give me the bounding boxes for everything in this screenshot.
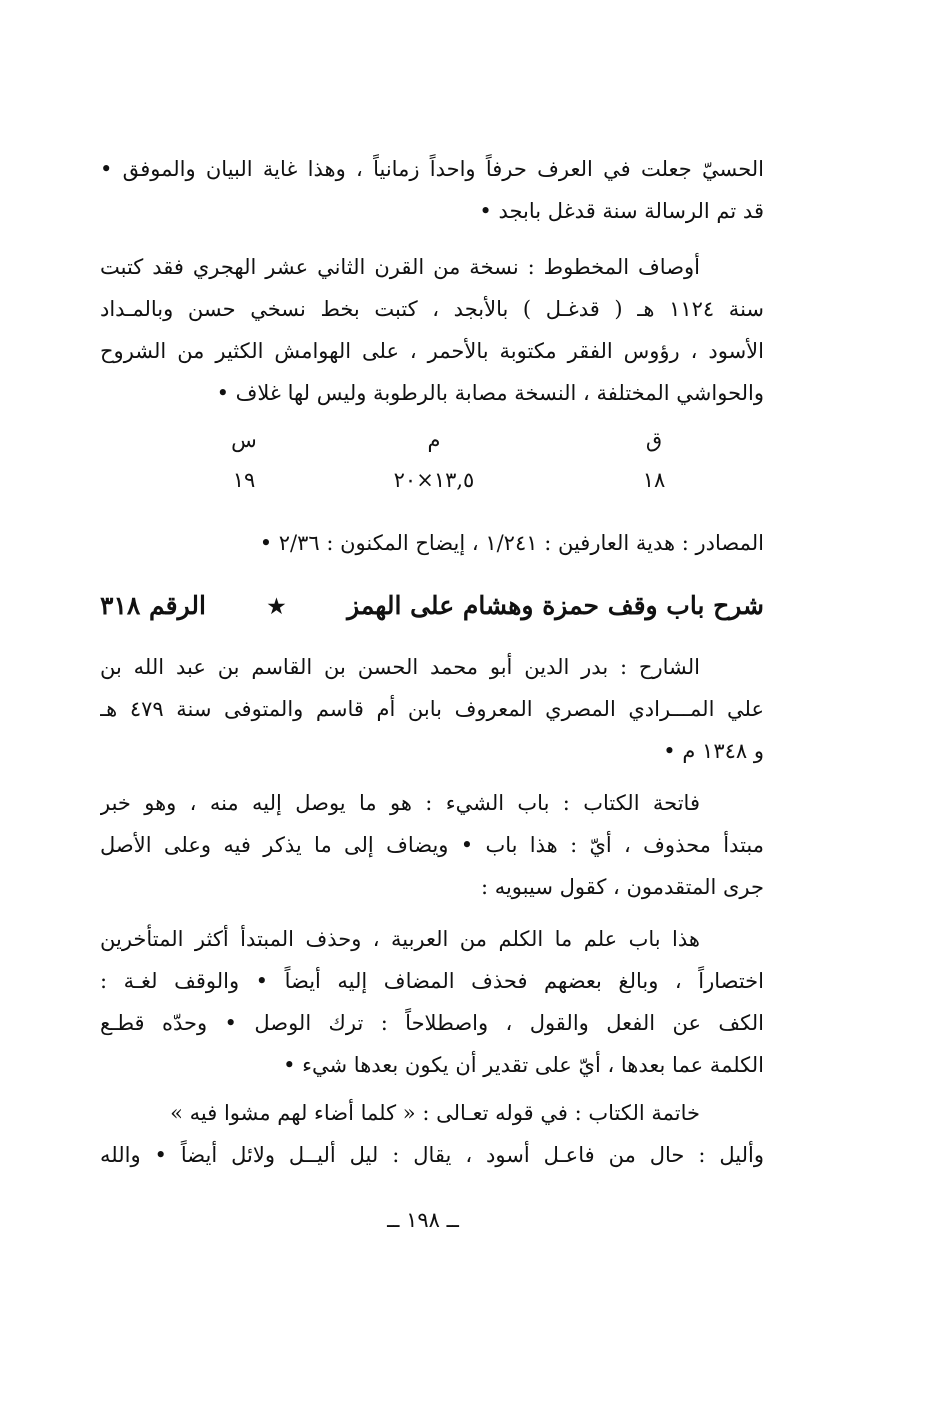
quote-paragraph <box>100 918 764 1086</box>
text-line: و ١٣٤٨ م • <box>663 739 764 763</box>
sources-line: المصادر : هدية العارفين : ١/٢٤١ ، إيضاح المكنون : ٢/٣٦ • <box>259 531 764 555</box>
text-line: مبتدأ محذوف ، أيّ : هذا باب • ويضاف إلى ما يذكر فيه وعلى الأصل <box>100 833 764 857</box>
manuscript-description <box>100 246 764 414</box>
text-line: الكف عن الفعل والقول ، واصطلاحاً : ترك الوصل • وحدّه قطـع <box>100 1011 764 1035</box>
text-line: فاتحة الكتاب : باب الشيء : هو ما يوصل إليه منه ، وهو خبر <box>100 791 700 815</box>
text-line: وأليل : حال من فاعـل أسود ، يقال : ليل أليــل ولائل أيضاً • والله <box>100 1143 764 1167</box>
entry-heading <box>100 576 764 636</box>
star-icon: ★ <box>267 594 286 618</box>
spec-lines <box>164 420 324 500</box>
spec-label: س <box>231 428 257 452</box>
spec-label: م <box>427 428 441 452</box>
manuscript-specs <box>100 420 764 518</box>
text-line: سنة ١١٢٤ هـ ( قدغـل ) بالأبجد ، كتبت بخط نسخي حسن وبالمـداد <box>100 297 764 321</box>
text-line: هذا باب علم ما الكلم من العربية ، وحذف المبتدأ أكثر المتأخرين <box>100 927 700 951</box>
text-line: خاتمة الكتاب : في قوله تعـالى : « كلما أضاء لهم مشوا فيه » <box>170 1101 700 1125</box>
spec-value: ١٩ <box>232 468 256 492</box>
text-line: قد تم الرسالة سنة قدغل بابجد • <box>479 199 764 223</box>
spec-folios <box>574 420 734 500</box>
text-line: الكلمة عما بعدها ، أيّ على تقدير أن يكون بعدها شيء • <box>283 1053 764 1077</box>
entry-title: شرح باب وقف حمزة وهشام على الهمز <box>347 591 764 620</box>
spec-label: ق <box>645 428 663 452</box>
page-number: ــ ١٩٨ ــ <box>387 1208 459 1232</box>
text-line: والحواشي المختلفة ، النسخة مصابة بالرطوبة وليس لها غلاف • <box>216 381 764 405</box>
text-line: علي المـــرادي المصري المعروف بابن أم قاسم والمتوفى سنة ٤٧٩ هـ <box>100 697 764 721</box>
text-line: جرى المتقدمون ، كقول سيبويه : <box>480 875 764 899</box>
text-line: الأسود ، رؤوس الفقر مكتوبة بالأحمر ، على الهوامش الكثير من الشروح <box>100 339 764 363</box>
incipit-paragraph <box>100 782 764 908</box>
commentator-paragraph <box>100 646 764 772</box>
text-line: الحسيّ جعلت في العرف حرفاً واحداً زمانياً ، وهذا غاية البيان والموفق • <box>100 157 764 181</box>
explicit-paragraph <box>100 1092 764 1176</box>
text-line: الشارح : بدر الدين أبو محمد الحسن بن القاسم بن عبد الله بن <box>100 655 700 679</box>
text-line: أوصاف المخطوط : نسخة من القرن الثاني عشر الهجري فقد كتبت <box>100 255 700 279</box>
top-fragment <box>100 148 764 232</box>
entry-number: الرقم ٣١٨ <box>100 591 206 620</box>
book-page <box>100 148 764 1182</box>
text-line: اختصاراً ، وبالغ بعضهم فحذف المضاف إليه أيضاً • والوقف لغـة : <box>100 969 764 993</box>
spec-dimensions <box>354 420 514 500</box>
spec-value: ١٨ <box>642 468 666 492</box>
spec-value: ١٣,٥×٢٠ <box>393 468 475 492</box>
